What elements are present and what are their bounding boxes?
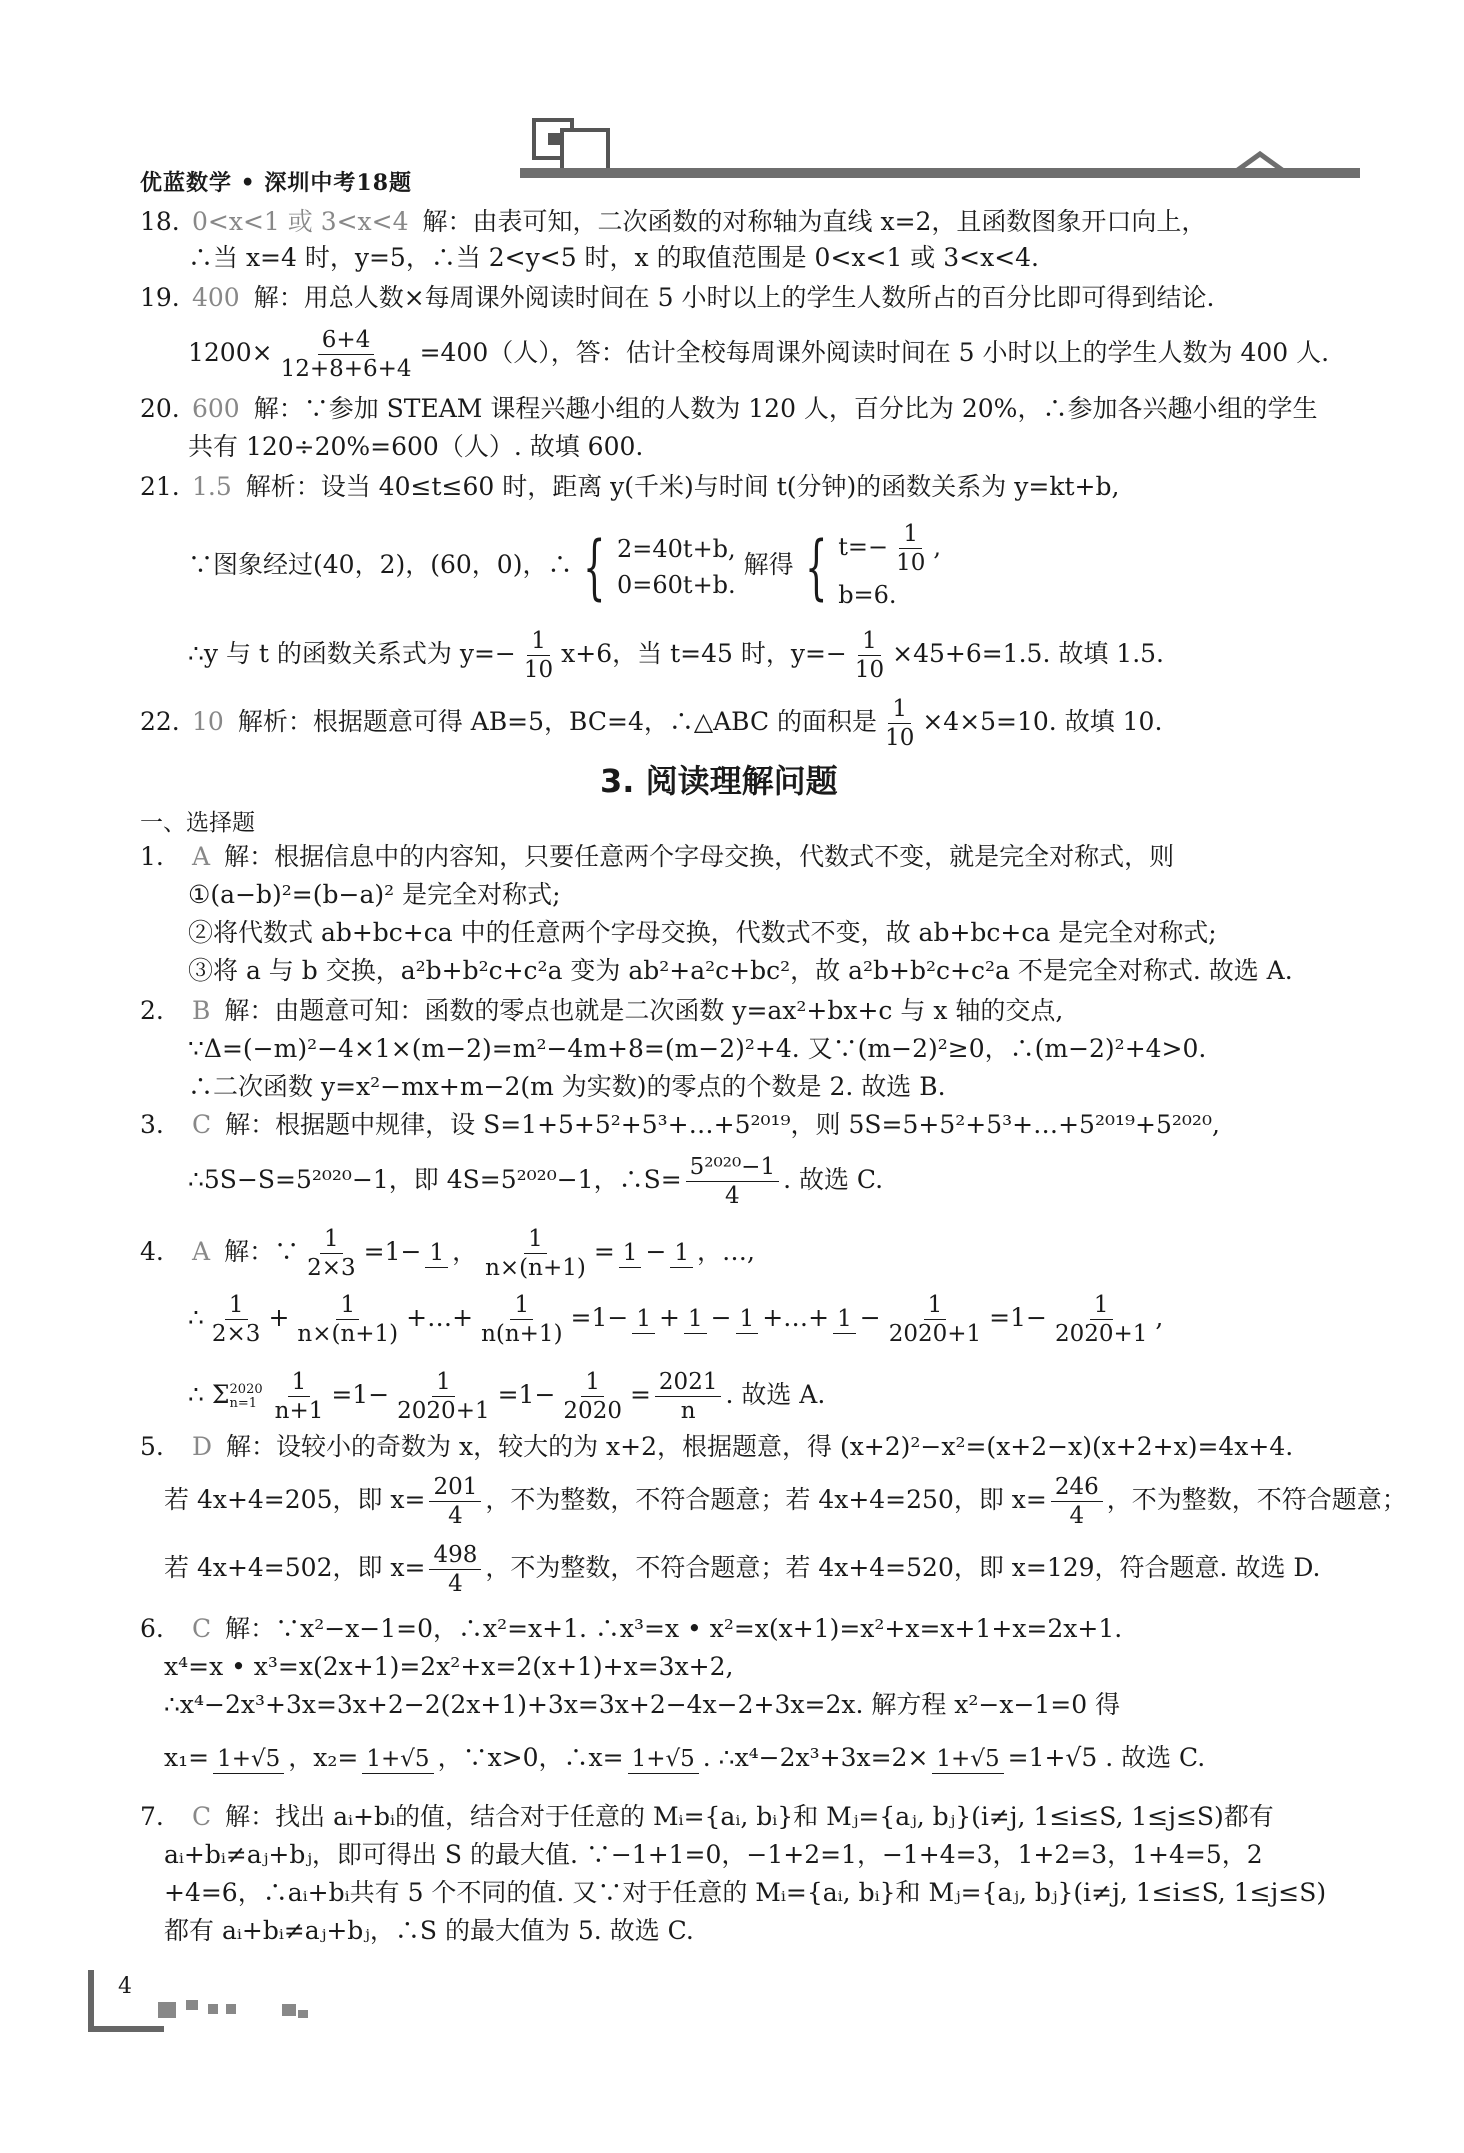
item-3: 3. C 解：根据题中规律，设 S=1+5+5²+5³+…+5²⁰¹⁹，则 5S=5+5²+5³+…+5²⁰¹⁹+5²⁰²⁰, (140, 1110, 1220, 1139)
item-19: 19. 400 解：用总人数×每周课外阅读时间在 5 小时以上的学生人数所占的百分比即可得到结论. (140, 283, 1215, 312)
text-line: +4=6，∴aᵢ+bᵢ共有 5 个不同的值. 又∵对于任意的 Mᵢ={aᵢ, bᵢ}和 Mⱼ={aⱼ, bⱼ}(i≠j, 1≤i≤S, 1≤j≤S) (164, 1878, 1327, 1907)
answer: A (192, 842, 211, 871)
formula-line: 1200× $\frac{6+4}{12+8+6+4}$ =400（人），答：估计全校每周课外阅读时间在 5 小时以上的学生人数为 400 人. (188, 327, 1330, 382)
item-22: 22. 10 解析：根据题意可得 AB=5，BC=4，∴△ABC 的面积是 $\frac{1}{10}$ ×4×5=10. 故填 10. (140, 696, 1163, 751)
header-decor-square (548, 133, 560, 145)
formula-line: ∴ Σ 2020 n=1 $\frac{1}{n+1}$ =1− $\frac{1}{2020+1}$ =1− $\frac{1}{2020}$ = $\frac{2021}{n}$ . 故选 A. (188, 1369, 826, 1424)
item-2: 2. B 解：由题意可知：函数的零点也就是二次函数 y=ax²+bx+c 与 x 轴的交点, (140, 996, 1064, 1025)
item-7: 7. C 解：找出 aᵢ+bᵢ的值，结合对于任意的 Mᵢ={aᵢ, bᵢ}和 Mⱼ={aⱼ, bⱼ}(i≠j, 1≤i≤S, 1≤j≤S)都有 (140, 1802, 1274, 1831)
answer: C (192, 1802, 212, 1831)
answer: 600 (192, 394, 240, 423)
item-21: 21. 1.5 解析：设当 40≤t≤60 时，距离 y(千米)与时间 t(分钟)的函数关系为 y=kt+b, (140, 472, 1120, 501)
header-rule (520, 168, 1360, 178)
item-4: 4. A 解：∵ $\frac{1}{2\times 3}$ =1− 1 ， $\frac{1}{n\times(n+1)}$ = 1 − 1 ，…, (140, 1226, 755, 1281)
footer-decor (298, 2010, 308, 2018)
fraction: $\frac{6+4}{12+8+6+4}$ (280, 327, 412, 382)
text-line: aᵢ+bᵢ≠aⱼ+bⱼ，即可得出 S 的最大值. ∵−1+1=0，−1+2=1，−1+4=3，1+2=3，1+4=5，2 (164, 1840, 1263, 1869)
footer-decor (158, 2002, 176, 2018)
item-6: 6. C 解：∵x²−x−1=0，∴x²=x+1. ∴x³=x • x²=x(x+1)=x²+x=x+1+x=2x+1. (140, 1614, 1123, 1643)
footer-decor (208, 2004, 218, 2014)
answer: 400 (192, 283, 240, 312)
text-line: ∵Δ=(−m)²−4×1×(m−2)=m²−4m+8=(m−2)²+4. 又∵(m−2)²≥0，∴(m−2)²+4>0. (188, 1034, 1207, 1063)
formula-line: ∴5S−S=5²⁰²⁰−1，即 4S=5²⁰²⁰−1，∴S= $\frac{\text{5²⁰²⁰−1}}{4}$ . 故选 C. (188, 1154, 884, 1209)
footer-decor (226, 2004, 236, 2014)
answer: C (192, 1110, 212, 1139)
answer: 0<x<1 或 3<x<4 (192, 207, 409, 236)
answer: C (192, 1614, 212, 1643)
text-line: 都有 aᵢ+bᵢ≠aⱼ+bⱼ，∴S 的最大值为 5. 故选 C. (164, 1916, 694, 1945)
item-1: 1. A 解：根据信息中的内容知，只要任意两个字母交换，代数式不变，就是完全对称式，则 (140, 842, 1175, 871)
footer-decor (186, 2000, 198, 2010)
text-line: 共有 120÷20%=600（人）. 故填 600. (188, 432, 644, 461)
formula-line: ∴y 与 t 的函数关系式为 y=− $\frac{1}{10}$ x+6，当 t=45 时，y=− $\frac{1}{10}$ ×45+6=1.5. 故填 1.5. (188, 628, 1164, 683)
text-line: ③将 a 与 b 交换，a²b+b²c+c²a 变为 ab²+a²c+bc²，故 a²b+b²c+c²a 不是完全对称式. 故选 A. (188, 956, 1293, 985)
answer: B (192, 996, 211, 1025)
formula-line: 若 4x+4=502，即 x= $\frac{498}{4}$ ，不为整数，不符合题意；若 4x+4=520，即 x=129，符合题意. 故选 D. (164, 1542, 1321, 1597)
text-line: ②将代数式 ab+bc+ca 中的任意两个字母交换，代数式不变，故 ab+bc+ca 是完全对称式; (188, 918, 1217, 947)
item-18: 18. 0<x<1 或 3<x<4 解：由表可知，二次函数的对称轴为直线 x=2，且函数图象开口向上， (140, 207, 1207, 236)
answer: A (192, 1237, 211, 1266)
answer: D (192, 1432, 213, 1461)
text-line: ①(a−b)²=(b−a)² 是完全对称式; (188, 880, 561, 909)
answer: 10 (192, 707, 224, 736)
footer-decor (282, 2004, 296, 2016)
subsection-title: 一、选择题 (140, 810, 255, 836)
page-number: 4 (118, 1974, 132, 1999)
answer: 1.5 (192, 472, 232, 501)
system-line: ∵图象经过(40，2)，(60，0)，∴ { 2=40t+b, 0=60t+b. 解得 { t=− $\frac{1}{10}$ , b=6. (188, 521, 941, 609)
text-line: ∴x⁴−2x³+3x=3x+2−2(2x+1)+3x=3x+2−4x−2+3x=2x. 解方程 x²−x−1=0 得 (164, 1690, 1121, 1719)
header-peak-decor (1235, 150, 1305, 180)
text-line: ∴二次函数 y=x²−mx+m−2(m 为实数)的零点的个数是 2. 故选 B. (188, 1072, 946, 1101)
item-5: 5. D 解：设较小的奇数为 x，较大的为 x+2，根据题意，得 (x+2)²−x²=(x+2−x)(x+2+x)=4x+4. (140, 1432, 1294, 1461)
text-line: x⁴=x • x³=x(2x+1)=2x²+x=2(x+1)+x=3x+2, (164, 1652, 734, 1681)
formula-line: 若 4x+4=205，即 x= $\frac{201}{4}$ ，不为整数，不符合题意；若 4x+4=250，即 x= $\frac{246}{4}$ ，不为整数，不符合题意； (164, 1474, 1407, 1529)
running-header: 优蓝数学 • 深圳中考18题 (140, 170, 412, 196)
formula-line: ∴ $\frac{1}{2\times 3}$ + $\frac{1}{n\times(n+1)}$ +…+ $\frac{1}{n(n+1)}$ =1− 1 + 1 − 1 +…+ 1 − $\frac{1}{2020+1}$ =1− $\frac{1}{2020+1}$ , (188, 1292, 1164, 1347)
item-20: 20. 600 解：∵参加 STEAM 课程兴趣小组的人数为 120 人，百分比为 20%，∴参加各兴趣小组的学生 (140, 394, 1318, 423)
formula-line: x₁= 1+√5 ，x₂= 1+√5 ，∵x>0，∴x= 1+√5 . ∴x⁴−2x³+3x=2× 1+√5 =1+√5 . 故选 C. (164, 1743, 1206, 1772)
section-title: 3. 阅读理解问题 (600, 762, 838, 800)
text-line: ∴当 x=4 时，y=5，∴当 2<y<5 时，x 的取值范围是 0<x<1 或 3<x<4. (188, 243, 1039, 272)
